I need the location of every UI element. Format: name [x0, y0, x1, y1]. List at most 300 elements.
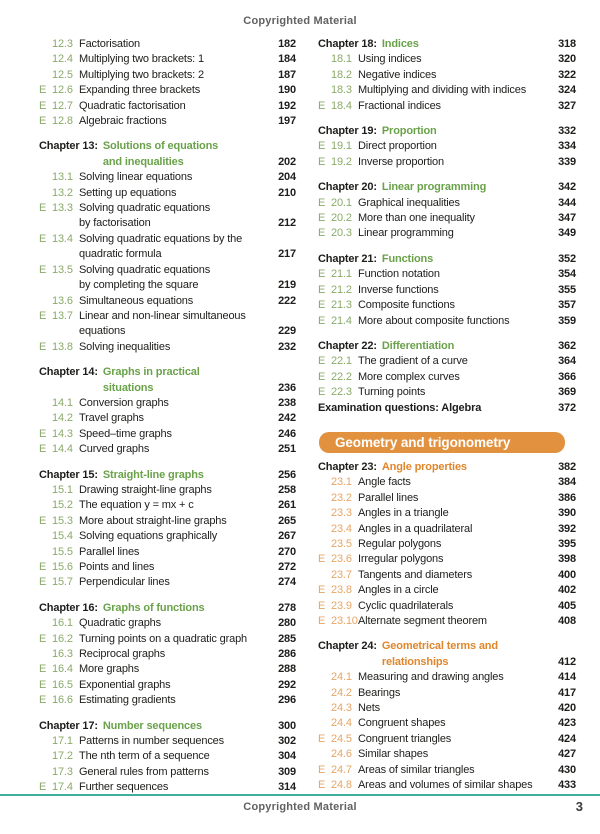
section-number: 15.7	[52, 576, 73, 589]
section-number: 18.1	[331, 53, 352, 66]
page-number-ref: 355	[558, 283, 576, 296]
entry-title-line1: Angles in a triangle	[358, 507, 449, 520]
entry-title-line1: The gradient of a curve	[358, 355, 468, 368]
section-number: 12.6	[52, 84, 73, 97]
toc-entry	[318, 599, 576, 614]
spacer	[39, 458, 296, 468]
page-number-ref: 238	[278, 396, 296, 409]
spacer	[318, 242, 576, 252]
toc-entry	[39, 186, 296, 201]
entry-title	[358, 701, 555, 716]
toc-entry	[318, 52, 576, 67]
entry-title	[358, 267, 555, 282]
page-number-ref: 402	[558, 584, 576, 597]
toc-entry	[318, 614, 576, 629]
entry-title	[358, 226, 555, 241]
page-number-ref: 424	[558, 732, 576, 745]
toc-entry	[39, 232, 296, 263]
page-number-ref: 332	[558, 125, 576, 138]
entry-title-line1: Function notation	[358, 268, 440, 281]
section-number: 16.3	[52, 648, 73, 661]
entry-title-line1: Number sequences	[102, 719, 202, 732]
page-number-ref: 395	[558, 537, 576, 550]
entry-title	[79, 186, 275, 201]
chapter-heading	[39, 719, 296, 734]
page-number-ref: 386	[558, 491, 576, 504]
entry-title	[79, 560, 275, 575]
entry-title	[358, 716, 555, 731]
page-number-ref: 362	[558, 339, 576, 352]
entry-title	[103, 601, 275, 616]
toc-entry	[39, 442, 296, 457]
entry-title-line1: Graphical inequalities	[358, 196, 460, 209]
entry-title-line1: Regular polygons	[358, 537, 442, 550]
page-number-ref: 286	[278, 648, 296, 661]
page-number-ref: 417	[558, 686, 576, 699]
toc-entry	[39, 678, 296, 693]
entry-title	[79, 765, 275, 780]
entry-title-line1: Patterns in number sequences	[79, 735, 224, 748]
toc-column-left	[39, 37, 296, 796]
section-number: 16.5	[52, 678, 73, 691]
entry-title	[358, 52, 555, 67]
section-number: 23.7	[331, 568, 352, 581]
entry-title-line1: Functions	[381, 252, 434, 265]
page-number-ref: 219	[278, 279, 296, 292]
entry-title-line1: Angles in a circle	[358, 584, 439, 597]
extended-flag: E	[39, 115, 47, 128]
extended-flag: E	[39, 84, 47, 97]
entry-title-line1: Expanding three brackets	[79, 84, 201, 97]
page-number-ref: 314	[278, 781, 296, 794]
toc-entry	[39, 734, 296, 749]
entry-title	[79, 693, 275, 708]
chapter-label: Chapter 13:	[39, 140, 98, 153]
entry-title-line1: Quadratic factorisation	[79, 99, 186, 112]
section-number: 15.6	[52, 561, 73, 573]
entry-title	[79, 749, 275, 764]
toc-entry	[39, 37, 296, 52]
section-number: 24.7	[331, 763, 352, 776]
section-number: 21.4	[331, 314, 352, 327]
entry-title	[79, 662, 275, 677]
copyright-notice-top: Copyrighted Material	[243, 15, 357, 27]
section-number: 16.6	[52, 694, 73, 707]
entry-title	[358, 196, 555, 211]
page-number-ref: 382	[558, 460, 576, 473]
chapter-heading	[318, 339, 576, 354]
section-number: 19.2	[331, 155, 352, 168]
section-number: 23.10	[331, 615, 358, 627]
entry-title-line1: Linear and non-linear simultaneous	[79, 309, 246, 322]
extended-flag: E	[39, 99, 47, 112]
section-number: 16.2	[52, 632, 73, 645]
entry-title	[358, 211, 555, 226]
entry-title	[358, 314, 555, 329]
entry-title-line1: General rules from patterns	[79, 765, 209, 778]
section-number: 18.4	[331, 99, 352, 112]
entry-title	[358, 670, 555, 685]
entry-title-line1: Perpendicular lines	[79, 576, 170, 589]
entry-title	[79, 498, 275, 513]
page-number-ref: 390	[558, 507, 576, 520]
entry-title	[358, 614, 555, 629]
entry-title	[79, 99, 275, 114]
entry-title-line1: Fractional indices	[358, 99, 441, 112]
entry-title-line1: Multiplying two brackets: 2	[79, 68, 204, 81]
extended-flag: E	[318, 283, 326, 296]
entry-title-line1: Bearings	[358, 686, 401, 699]
section-number: 24.3	[331, 702, 352, 715]
entry-title	[79, 263, 275, 294]
entry-title-line2: equations	[79, 325, 126, 338]
toc-entry	[39, 662, 296, 677]
entry-title	[79, 83, 275, 98]
entry-title	[79, 442, 275, 457]
chapter-heading	[39, 601, 296, 616]
entry-title	[79, 340, 275, 355]
entry-title	[358, 370, 555, 385]
section-number: 18.2	[331, 68, 352, 81]
entry-title	[79, 427, 275, 442]
entry-title-line1: Estimating gradients	[79, 694, 176, 707]
page-number-ref: 400	[558, 568, 576, 581]
entry-title-line1: Composite functions	[358, 299, 455, 312]
page-number-ref: 184	[278, 53, 296, 66]
spacer	[318, 114, 576, 124]
toc-entry	[39, 765, 296, 780]
entry-title	[358, 83, 555, 98]
entry-title	[103, 719, 275, 734]
entry-title	[79, 678, 275, 693]
entry-title	[79, 514, 275, 529]
section-number: 22.2	[331, 370, 352, 383]
section-number: 23.5	[331, 537, 352, 550]
toc-entry	[318, 522, 576, 537]
toc-entry	[318, 778, 576, 793]
page-number-ref: 278	[278, 601, 296, 614]
entry-title-line1: Parallel lines	[358, 491, 419, 504]
extended-flag: E	[318, 355, 326, 368]
entry-title-line1: Quadratic graphs	[79, 617, 161, 630]
extended-flag: E	[318, 155, 326, 168]
page-number-ref: 204	[278, 171, 296, 184]
section-number: 13.5	[52, 263, 73, 276]
entry-title-line1: Simultaneous equations	[79, 294, 194, 307]
extended-flag: E	[39, 427, 47, 440]
extended-flag: E	[39, 576, 47, 589]
extended-flag: E	[39, 202, 47, 215]
entry-title	[382, 460, 555, 475]
section-number: 14.2	[52, 412, 73, 425]
entry-title-line1: Solving quadratic equations by the	[79, 232, 243, 245]
page-number-ref: 302	[278, 735, 296, 748]
toc-entry	[318, 491, 576, 506]
entry-title-line1: Turning points	[358, 386, 426, 399]
entry-title-line1: Geometrical terms and	[381, 640, 498, 653]
entry-title-line1: More about straight-line graphs	[79, 514, 227, 527]
entry-title-line1: Congruent triangles	[358, 732, 452, 745]
section-banner-geometry-and-trigonometry: Geometry and trigonometry	[319, 432, 565, 453]
entry-title-line1: Areas and volumes of similar shapes	[358, 779, 533, 792]
entry-title-line1: The equation y = mx + c	[79, 499, 194, 512]
spacer	[39, 591, 296, 601]
section-number: 17.3	[52, 765, 73, 778]
section-number: 14.1	[52, 396, 73, 409]
page-number-ref: 369	[558, 386, 576, 399]
toc-entry	[318, 196, 576, 211]
toc-entry	[318, 385, 576, 400]
entry-title	[79, 632, 275, 647]
entry-title	[79, 529, 275, 544]
entry-title-line1: Points and lines	[79, 561, 155, 573]
toc-entry	[318, 226, 576, 241]
entry-title-line1: Speed–time graphs	[79, 427, 172, 440]
toc-entry	[318, 568, 576, 583]
entry-title-line2: by factorisation	[79, 217, 151, 230]
entry-title-line1: Turning points on a quadratic graph	[79, 632, 248, 645]
page-number-ref: 267	[278, 530, 296, 543]
page-number: 3	[575, 799, 583, 814]
toc-entry	[39, 68, 296, 83]
section-number: 16.1	[52, 617, 73, 630]
page-number-ref: 347	[558, 212, 576, 225]
extended-flag: E	[318, 299, 326, 312]
toc-entry	[39, 632, 296, 647]
section-number: 24.2	[331, 686, 352, 699]
entry-title-line1: More than one inequality	[358, 212, 475, 225]
page-number-ref: 352	[558, 252, 576, 265]
page-number-ref: 222	[278, 294, 296, 307]
entry-title-line1: Reciprocal graphs	[79, 648, 166, 661]
entry-title	[382, 339, 555, 354]
entry-title-line1: Indices	[381, 38, 419, 50]
section-number: 13.8	[52, 340, 73, 353]
extended-flag: E	[318, 196, 326, 209]
page-number-ref: 320	[558, 53, 576, 66]
chapter-heading	[318, 180, 576, 195]
chapter-heading	[39, 365, 296, 396]
toc-entry	[39, 83, 296, 98]
entry-title	[79, 232, 275, 263]
toc-entry	[39, 309, 296, 340]
entry-title	[79, 411, 275, 426]
chapter-heading	[318, 460, 576, 475]
section-number: 12.8	[52, 115, 73, 128]
page-number-ref: 392	[558, 522, 576, 535]
entry-title-line1: Nets	[358, 702, 381, 715]
toc-entry	[39, 575, 296, 590]
page-number-ref: 357	[558, 299, 576, 312]
section-number: 12.5	[52, 68, 73, 81]
entry-title	[358, 552, 555, 567]
extended-flag: E	[318, 268, 326, 281]
extended-flag: E	[39, 263, 47, 276]
extended-flag: E	[39, 309, 47, 322]
page-number-ref: 270	[278, 545, 296, 558]
chapter-label: Chapter 19:	[318, 125, 377, 138]
entry-title	[79, 647, 275, 662]
entry-title-line1: Multiplying two brackets: 1	[79, 53, 204, 66]
chapter-label: Chapter 20:	[318, 181, 377, 194]
page-number-ref: 372	[558, 401, 576, 414]
page-number-ref: 210	[278, 186, 296, 199]
entry-title	[79, 616, 275, 631]
toc-entry	[39, 647, 296, 662]
page-number-ref: 430	[558, 763, 576, 776]
entry-title-line1: Exponential graphs	[79, 678, 171, 691]
toc-entry	[39, 545, 296, 560]
page-number-ref: 292	[278, 678, 296, 691]
extended-flag: E	[39, 632, 47, 645]
page-number-ref: 236	[278, 381, 296, 394]
page-number-ref: 246	[278, 427, 296, 440]
entry-title	[318, 401, 555, 416]
toc-entry	[39, 396, 296, 411]
entry-title	[79, 396, 275, 411]
page-number-ref: 364	[558, 355, 576, 368]
section-number: 13.6	[52, 294, 73, 307]
entry-title-line1: Cyclic quadrilaterals	[358, 599, 454, 612]
extended-flag: E	[318, 615, 326, 627]
toc-entry	[318, 732, 576, 747]
page-number-ref: 265	[278, 514, 296, 527]
page-number-ref: 327	[558, 99, 576, 112]
toc-column-right	[318, 37, 576, 793]
extended-flag: E	[39, 340, 47, 353]
extended-flag: E	[39, 678, 47, 691]
section-number: 13.7	[52, 309, 73, 322]
section-number: 12.4	[52, 53, 73, 66]
toc-entry	[318, 139, 576, 154]
entry-title	[358, 686, 555, 701]
page-number-ref: 182	[278, 38, 296, 50]
page-number-ref: 251	[278, 443, 296, 456]
entry-title	[382, 180, 555, 195]
section-number: 17.1	[52, 735, 73, 748]
section-number: 12.3	[52, 38, 73, 50]
page-number-ref: 288	[278, 663, 296, 676]
section-number: 13.4	[52, 232, 73, 245]
extended-flag: E	[318, 212, 326, 225]
chapter-label: Chapter 16:	[39, 601, 98, 614]
section-number: 14.3	[52, 427, 73, 440]
chapter-label: Chapter 18:	[318, 38, 377, 50]
chapter-label: Chapter 21:	[318, 252, 377, 265]
toc-entry	[39, 52, 296, 67]
page-number-ref: 285	[278, 632, 296, 645]
section-number: 17.2	[52, 750, 73, 763]
entry-title-line1: The nth term of a sequence	[79, 750, 210, 763]
exam-questions-line	[318, 401, 576, 416]
toc-entry	[39, 693, 296, 708]
section-number: 20.3	[331, 227, 352, 240]
toc-entry	[318, 83, 576, 98]
entry-title	[103, 365, 275, 396]
toc-entry	[318, 763, 576, 778]
toc-entry	[318, 99, 576, 114]
page-number-ref: 342	[558, 181, 576, 194]
toc-entry	[318, 283, 576, 298]
chapter-heading	[318, 252, 576, 267]
toc-entry	[39, 529, 296, 544]
entry-title-line1: Solving quadratic equations	[79, 202, 211, 215]
entry-title-line1: Curved graphs	[79, 443, 150, 456]
page-number-ref: 405	[558, 599, 576, 612]
extended-flag: E	[318, 227, 326, 240]
page-number-ref: 339	[558, 155, 576, 168]
page-number-ref: 274	[278, 576, 296, 589]
page-number-ref: 349	[558, 227, 576, 240]
entry-title	[358, 354, 555, 369]
entry-title	[358, 522, 555, 537]
entry-title	[79, 575, 275, 590]
entry-title	[358, 778, 555, 793]
toc-entry	[39, 294, 296, 309]
page-number-ref: 414	[558, 671, 576, 684]
page-number-ref: 190	[278, 84, 296, 97]
entry-title	[358, 747, 555, 762]
extended-flag: E	[39, 781, 47, 794]
entry-title	[79, 170, 275, 185]
entry-title-line2: situations	[102, 381, 154, 394]
entry-title-line1: Differentiation	[381, 339, 455, 352]
entry-title-line1: Travel graphs	[79, 412, 144, 425]
page-number-ref: 420	[558, 702, 576, 715]
section-number: 12.7	[52, 99, 73, 112]
page-number-ref: 261	[278, 499, 296, 512]
section-number: 21.1	[331, 268, 352, 281]
entry-title	[79, 294, 275, 309]
toc-entry	[39, 514, 296, 529]
entry-title	[358, 537, 555, 552]
entry-title-line1: Solving inequalities	[79, 340, 171, 353]
entry-title-line1: Linear programming	[381, 181, 487, 194]
section-number: 17.4	[52, 781, 73, 794]
entry-title-line1: Direct proportion	[358, 140, 437, 153]
page-number-ref: 304	[278, 750, 296, 763]
spacer	[39, 709, 296, 719]
entry-title	[79, 37, 275, 52]
section-number: 24.1	[331, 671, 352, 684]
entry-title-line1: Solving equations graphically	[79, 530, 218, 543]
page-number-ref: 318	[558, 38, 576, 50]
page-number-ref: 412	[558, 655, 576, 668]
page-number-ref: 232	[278, 340, 296, 353]
entry-title-line1: Angles in a quadrilateral	[358, 522, 473, 535]
chapter-heading	[318, 124, 576, 139]
extended-flag: E	[318, 779, 326, 792]
entry-title-line1: Solving quadratic equations	[79, 263, 211, 276]
entry-title-line1: Proportion	[381, 125, 437, 138]
toc-entry	[318, 68, 576, 83]
extended-flag: E	[318, 140, 326, 153]
toc-entry	[318, 314, 576, 329]
section-number: 15.4	[52, 530, 73, 543]
section-number: 24.5	[331, 732, 352, 745]
entry-title	[358, 763, 555, 778]
entry-title-line1: Measuring and drawing angles	[358, 671, 504, 684]
section-number: 22.1	[331, 355, 352, 368]
chapter-heading	[39, 468, 296, 483]
section-number: 18.3	[331, 84, 352, 97]
section-number: 15.3	[52, 514, 73, 527]
entry-title-line1: Angle properties	[381, 460, 467, 473]
entry-title-line1: Alternate segment theorem	[358, 615, 487, 627]
entry-title	[358, 155, 555, 170]
entry-title-line1: Graphs in practical	[102, 366, 200, 379]
spacer	[39, 129, 296, 139]
